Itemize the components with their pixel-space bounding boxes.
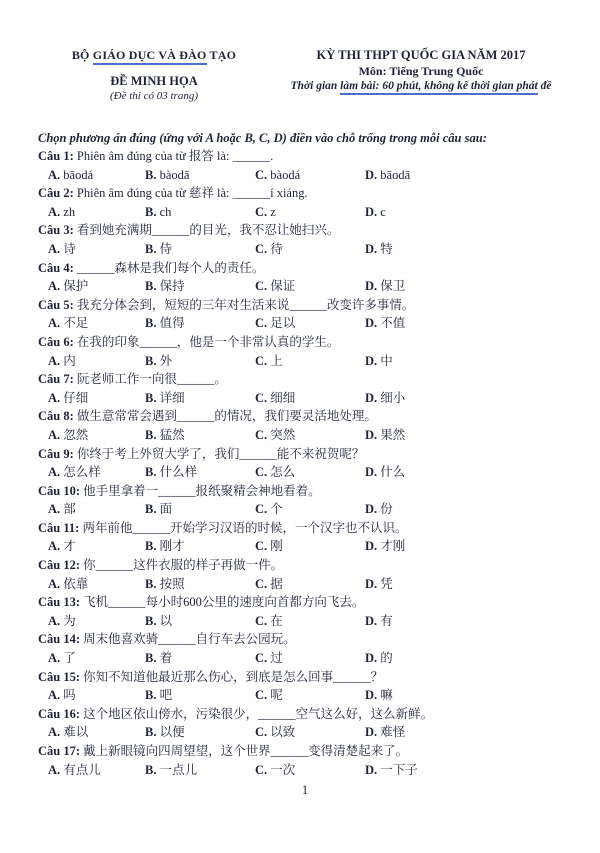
question-options bbox=[38, 277, 572, 296]
header-right bbox=[270, 48, 572, 102]
question-stem: 戴上新眼镜向四周望望，这个世界______变得清楚起来了。 bbox=[83, 744, 409, 758]
ministry-line bbox=[38, 48, 270, 63]
option-A: A. 吗 bbox=[48, 688, 76, 703]
option-B: B. 侍 bbox=[145, 241, 173, 256]
option-C: C. 一次 bbox=[255, 762, 296, 777]
option-D: D. 难怪 bbox=[365, 725, 406, 740]
option-B: B. 以便 bbox=[145, 725, 185, 740]
question-number: Câu 17: bbox=[38, 744, 81, 758]
question-number: Câu 8: bbox=[38, 409, 74, 424]
option-D: D. 一下子 bbox=[365, 762, 418, 777]
question-list bbox=[38, 147, 572, 779]
question-number: Câu 5: bbox=[38, 297, 74, 312]
option-D: D. 中 bbox=[365, 353, 393, 368]
question-options bbox=[38, 761, 572, 780]
question-stem: ______森林是我们每个人的责任。 bbox=[76, 260, 265, 275]
question-number: Câu 7: bbox=[38, 372, 74, 387]
question-2 bbox=[38, 184, 572, 221]
option-C: C. 待 bbox=[255, 241, 283, 256]
question-options bbox=[38, 723, 572, 742]
question-stem: 在我的印象______，他是一个非常认真的学生。 bbox=[76, 334, 340, 349]
question-number: Câu 14: bbox=[38, 632, 81, 647]
question-options bbox=[38, 240, 572, 259]
option-C: C. 过 bbox=[255, 651, 283, 666]
question-stem: 两年前他______开始学习汉语的时候，一个汉字也不认识。 bbox=[82, 520, 408, 535]
option-D: D. 不值 bbox=[365, 316, 406, 331]
question-stem: 飞机______每小时600公里的速度向首都方向飞去。 bbox=[83, 595, 365, 610]
option-B: B. 什么样 bbox=[145, 465, 198, 480]
option-D: D. 什么 bbox=[365, 465, 406, 480]
option-A: A. 为 bbox=[48, 613, 76, 628]
option-D: D. 特 bbox=[365, 241, 393, 256]
subject-line: Môn: Tiếng Trung Quốc bbox=[358, 64, 484, 78]
question-11 bbox=[38, 519, 572, 556]
option-B: B. 面 bbox=[145, 502, 173, 517]
option-C: C. 个 bbox=[255, 502, 283, 517]
question-options bbox=[38, 575, 572, 594]
question-stem: 阮老师工作一向很______。 bbox=[76, 372, 227, 387]
question-13 bbox=[38, 593, 572, 630]
question-10 bbox=[38, 482, 572, 519]
header-left bbox=[38, 48, 270, 102]
question-number: Câu 3: bbox=[38, 223, 74, 238]
option-A: A. 不足 bbox=[48, 316, 89, 331]
option-C: C. 以致 bbox=[255, 725, 296, 740]
option-A: A. 仔细 bbox=[48, 390, 89, 405]
option-C: C. 突然 bbox=[255, 427, 296, 442]
option-C: C. 刚 bbox=[255, 539, 283, 554]
option-C: C. 呢 bbox=[255, 688, 283, 703]
option-C: C. z bbox=[255, 204, 276, 219]
option-B: B. 刚才 bbox=[145, 539, 185, 554]
option-B: B. 值得 bbox=[145, 316, 185, 331]
ministry-post: TẠO bbox=[206, 48, 237, 62]
option-A: A. 依靠 bbox=[48, 576, 89, 591]
question-6 bbox=[38, 333, 572, 370]
option-D: D. 凭 bbox=[365, 576, 393, 591]
question-4 bbox=[38, 259, 572, 296]
option-B: B. 外 bbox=[145, 353, 173, 368]
question-14 bbox=[38, 630, 572, 667]
question-7 bbox=[38, 370, 572, 407]
question-number: Câu 6: bbox=[38, 334, 74, 349]
option-C: C. 保证 bbox=[255, 279, 296, 294]
page-number: 1 bbox=[301, 783, 309, 798]
option-C: C. 怎么 bbox=[255, 465, 296, 480]
question-options bbox=[38, 649, 572, 668]
question-options bbox=[38, 537, 572, 556]
option-A: A. 才 bbox=[48, 539, 76, 554]
question-options bbox=[38, 686, 572, 705]
time-post: đề bbox=[537, 80, 552, 92]
option-D: D. 果然 bbox=[365, 427, 406, 442]
option-A: A. 部 bbox=[48, 502, 76, 517]
option-D: D. 保卫 bbox=[365, 279, 406, 294]
option-C: C. 细细 bbox=[255, 390, 296, 405]
option-B: B. 着 bbox=[145, 651, 173, 666]
option-B: B. 吧 bbox=[145, 688, 173, 703]
question-options bbox=[38, 352, 572, 371]
question-number: Câu 4: bbox=[38, 260, 74, 275]
question-15 bbox=[38, 668, 572, 705]
option-A: A. 了 bbox=[48, 651, 76, 666]
option-D: D. 份 bbox=[365, 502, 393, 517]
option-B: B. 以 bbox=[145, 613, 173, 628]
question-number: Câu 9: bbox=[38, 446, 74, 461]
question-options bbox=[38, 314, 572, 333]
instruction-line: Chọn phương án đúng (ứng với A hoặc B, C, D) điền vào chỗ trống trong mỗi câu sau: bbox=[38, 131, 487, 145]
option-D: D. 的 bbox=[365, 651, 393, 666]
question-options bbox=[38, 389, 572, 408]
option-A: A. 难以 bbox=[48, 725, 89, 740]
question-9 bbox=[38, 445, 572, 482]
option-C: C. 在 bbox=[255, 613, 283, 628]
question-5 bbox=[38, 296, 572, 333]
option-C: C. bàodá bbox=[255, 167, 301, 182]
option-A: A. 诗 bbox=[48, 241, 76, 256]
question-12 bbox=[38, 556, 572, 593]
ministry-underlined: GIÁO DỤC VÀ ĐÀO bbox=[93, 48, 207, 65]
question-number: Câu 2: bbox=[38, 186, 74, 201]
question-stem: 你______这件衣服的样子再做一件。 bbox=[83, 558, 284, 573]
question-options bbox=[38, 612, 572, 631]
option-B: B. 猛然 bbox=[145, 427, 185, 442]
page-header bbox=[38, 48, 572, 102]
exam-title: KỲ THI THPT QUỐC GIA NĂM 2017 bbox=[316, 48, 526, 62]
question-number: Câu 12: bbox=[38, 558, 81, 573]
question-stem: Phiên âm đúng của từ 慈祥 là: ______í xiáng. bbox=[76, 186, 308, 201]
option-B: B. 按照 bbox=[145, 576, 185, 591]
option-A: A. 内 bbox=[48, 353, 76, 368]
option-D: D. 才刚 bbox=[365, 539, 406, 554]
option-C: C. 上 bbox=[255, 353, 283, 368]
option-A: A. zh bbox=[48, 204, 76, 219]
option-D: D. c bbox=[365, 204, 386, 219]
question-stem: 周末他喜欢骑______自行车去公园玩。 bbox=[83, 632, 296, 647]
question-stem: 他手里拿着一______报纸聚精会神地看着。 bbox=[83, 483, 321, 498]
option-B: B. ch bbox=[145, 204, 172, 219]
option-B: B. 一点儿 bbox=[145, 762, 198, 777]
option-B: B. bàodā bbox=[145, 167, 190, 182]
option-D: D. 嘛 bbox=[365, 688, 393, 703]
option-A: A. 怎么样 bbox=[48, 465, 101, 480]
question-1 bbox=[38, 147, 572, 184]
option-B: B. 详细 bbox=[145, 390, 185, 405]
time-note bbox=[270, 80, 572, 92]
question-17 bbox=[38, 742, 572, 779]
question-stem: Phiên âm đúng của từ 报答 là: ______. bbox=[76, 149, 274, 163]
option-A: A. 忽然 bbox=[48, 427, 89, 442]
question-number: Câu 1: bbox=[38, 149, 74, 163]
question-stem: 这个地区依山傍水，污染很少，______空气这么好，这么新鲜。 bbox=[83, 706, 434, 721]
question-number: Câu 11: bbox=[38, 520, 80, 535]
option-D: D. bāodā bbox=[365, 167, 411, 182]
pages-note: (Đề thi có 03 trang) bbox=[110, 90, 198, 102]
question-stem: 做生意常常会遇到______的情况，我们要灵活地处理。 bbox=[76, 409, 377, 424]
question-stem: 我充分体会到，短短的三年对生活来说______改变许多事情。 bbox=[76, 297, 415, 312]
question-3 bbox=[38, 221, 572, 258]
question-number: Câu 16: bbox=[38, 706, 81, 721]
question-options bbox=[38, 426, 572, 445]
question-options bbox=[38, 463, 572, 482]
option-A: A. 保护 bbox=[48, 279, 89, 294]
question-number: Câu 15: bbox=[38, 669, 81, 684]
option-D: D. 细小 bbox=[365, 390, 406, 405]
option-C: C. 据 bbox=[255, 576, 283, 591]
time-underlined: làm bài: 60 phút, không kể thời gian phát bbox=[340, 80, 538, 95]
question-options bbox=[38, 203, 572, 222]
question-16 bbox=[38, 705, 572, 742]
option-A: A. bāodá bbox=[48, 167, 94, 182]
question-number: Câu 13: bbox=[38, 595, 81, 610]
question-options bbox=[38, 500, 572, 519]
ministry-pre: BỘ bbox=[71, 48, 93, 62]
option-A: A. 有点儿 bbox=[48, 762, 101, 777]
question-stem: 你知不知道他最近那么伤心，到底是怎么回事______？ bbox=[83, 669, 384, 684]
question-number: Câu 10: bbox=[38, 483, 81, 498]
option-D: D. 有 bbox=[365, 613, 393, 628]
option-C: C. 足以 bbox=[255, 316, 296, 331]
option-B: B. 保持 bbox=[145, 279, 185, 294]
question-stem: 你终于考上外贸大学了，我们______能不来祝贺呢？ bbox=[76, 446, 365, 461]
exam-demo-title: ĐỀ MINH HỌA bbox=[110, 74, 198, 88]
question-stem: 看到她充满期______的目光，我不忍让她扫兴。 bbox=[76, 223, 340, 238]
time-pre: Thời gian bbox=[290, 80, 341, 92]
question-options bbox=[38, 166, 572, 185]
question-8 bbox=[38, 407, 572, 444]
